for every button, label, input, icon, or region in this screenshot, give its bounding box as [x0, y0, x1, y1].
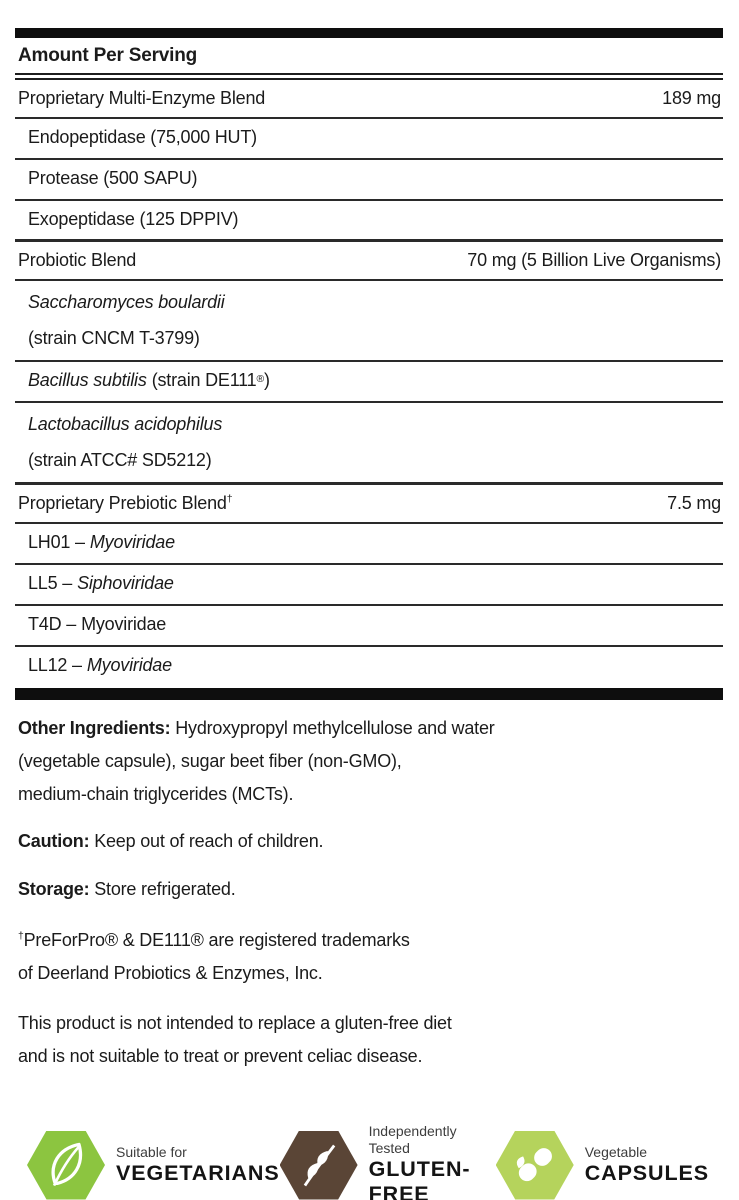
table-row-lh01: [15, 524, 723, 565]
other-ingredients-text: (vegetable capsule), sugar beet fiber (non-GMO),: [18, 751, 402, 771]
trademark-note: [18, 924, 720, 990]
certification-badges: [15, 1123, 723, 1200]
divider-bar: [15, 688, 723, 700]
trademark-text: of Deerland Probiotics & Enzymes, Inc.: [18, 963, 323, 983]
badge-vegetarians: [27, 1131, 280, 1200]
sub-ingredient: Endopeptidase (75,000 HUT): [28, 126, 257, 147]
blend-amount: 70 mg (5 Billion Live Organisms): [467, 250, 721, 270]
table-row-protease: [15, 160, 723, 201]
other-ingredients-label: Other Ingredients:: [18, 718, 171, 738]
storage-label: Storage:: [18, 879, 90, 899]
table-row-t4d: [15, 606, 723, 647]
disclaimer-text: and is not suitable to treat or prevent celiac disease.: [18, 1046, 423, 1066]
strain-name: (strain ATCC# SD5212): [28, 449, 212, 470]
caution-note: [18, 828, 720, 855]
blend-name: Proprietary Multi-Enzyme Blend: [18, 88, 266, 108]
table-row-ll5: [15, 565, 723, 606]
phage-family: Myoviridae: [81, 613, 167, 634]
blend-name: [18, 493, 232, 514]
table-row-ll12: [15, 647, 723, 688]
sub-ingredient: Exopeptidase (125 DPPIV): [28, 208, 239, 229]
amount-per-serving-header: Amount Per Serving: [18, 45, 198, 66]
badge-gluten-free: [280, 1123, 496, 1200]
table-row-endopeptidase: [15, 119, 723, 160]
table-row-enzyme-blend: [15, 80, 723, 119]
species-name: Lactobacillus acidophilus: [28, 413, 223, 434]
table-row-bacillus: Bacillus subtilis (strain DE111 ® ): [15, 362, 723, 403]
capsule-icon: [496, 1131, 574, 1200]
other-ingredients-text: Hydroxypropyl methylcellulose and water: [170, 718, 495, 738]
table-row-exopeptidase: [15, 201, 723, 242]
trademark-text: PreForPro® & DE111® are registered trademarks: [23, 930, 410, 950]
other-ingredients-text: medium-chain triglycerides (MCTs).: [18, 784, 294, 804]
storage-text: Store refrigerated.: [89, 879, 236, 899]
badge-title: CAPSULES: [584, 1161, 709, 1185]
notes-section: [15, 700, 723, 1073]
table-row-probiotic-blend: [15, 242, 723, 281]
double-rule: [15, 73, 723, 80]
badge-subtitle: Suitable for: [116, 1144, 187, 1160]
badge-capsules: [496, 1131, 709, 1200]
blend-name: Probiotic Blend: [18, 250, 137, 270]
badge-title: GLUTEN-FREE: [368, 1157, 471, 1200]
badge-subtitle: Vegetable: [584, 1144, 648, 1160]
dagger-mark: †: [226, 494, 233, 505]
badge-text: [585, 1144, 709, 1186]
strain-name: (strain DE111: [151, 369, 257, 390]
phage-code: LL12 –: [28, 654, 82, 675]
badge-title: VEGETARIANS: [116, 1161, 280, 1185]
species-name: Saccharomyces boulardii: [28, 291, 225, 312]
phage-code: LL5 –: [28, 572, 73, 593]
blend-name-text: Proprietary Prebiotic Blend: [18, 493, 227, 513]
strain-suffix: ): [263, 369, 270, 390]
leaf-icon: [27, 1131, 105, 1200]
phage-code: T4D –: [28, 613, 77, 634]
table-row-lactobacillus: [15, 403, 723, 485]
gluten-disclaimer: [18, 1007, 720, 1073]
phage-code: LH01 –: [28, 531, 85, 552]
caution-label: Caution:: [18, 831, 90, 851]
caution-text: Keep out of reach of children.: [89, 831, 324, 851]
blend-amount: 189 mg: [662, 88, 721, 108]
table-row-saccharomyces: [15, 281, 723, 362]
wheat-icon: [280, 1131, 358, 1200]
supplement-facts-table: [15, 38, 723, 688]
badge-text: [116, 1144, 280, 1186]
blend-amount: 7.5 mg: [667, 493, 721, 513]
strain-name: (strain CNCM T-3799): [28, 327, 200, 348]
disclaimer-text: This product is not intended to replace a gluten-free diet: [18, 1013, 452, 1033]
top-bar: [15, 28, 723, 38]
badge-text: [369, 1123, 496, 1200]
badge-subtitle: Independently Tested: [368, 1123, 457, 1156]
phage-family: Myoviridae: [86, 654, 172, 675]
sub-ingredient: Protease (500 SAPU): [28, 167, 198, 188]
phage-family: Siphoviridae: [77, 572, 174, 593]
storage-note: [18, 876, 720, 903]
species-name: Bacillus subtilis: [28, 369, 147, 390]
dagger-mark: †: [18, 931, 24, 942]
phage-family: Myoviridae: [89, 531, 175, 552]
other-ingredients: [18, 712, 720, 811]
table-row-prebiotic-blend: [15, 485, 723, 524]
